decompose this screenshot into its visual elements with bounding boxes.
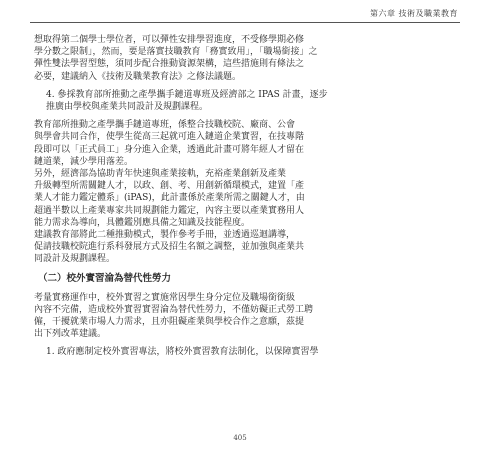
text-line: 推廣由學校與產業共同設計及規劃課程。 [46,102,209,113]
header-rule [30,22,460,23]
text-line: 業人才能力鑑定體系」(iPAS)，此計畫係於產業所需之關鍵人才，由 [34,193,305,204]
text-line: 同設計及規劃課程。 [34,254,116,265]
body-text [34,34,452,359]
text-line: 僱，干擾就業市場人力需求，且亦阻礙產業與學校合作之意願，茲提 [34,317,305,328]
text-line: 鏈道業，減少學用落差。 [34,156,134,167]
text-line: 升級轉型所需關鍵人才，以政、創、考、用創新循環模式，建置「產 [34,181,305,192]
text-line: 與學會共同合作，使學生從高三起就可進入鏈道企業實習，在技專階 [34,132,305,143]
text-line: 能力需求為導向，具體鑑別應具備之知識及技能程度。 [34,217,251,228]
text-line: 1. 政府應制定校外實習專法，將校外實習教育法制化，以保障實習學 [46,347,319,358]
text-line: 出下列改革建議。 [34,329,107,340]
text-line: 學分數之限制」，然而，要是落實技職教育「務實致用」，「職場銜接」之 [34,47,318,58]
paragraph [34,119,452,265]
text-line: 超過半數以上產業專家共同規劃能力鑑定，內容主要以產業實務用人 [34,205,305,216]
text-line: 促請技職校院進行系科發展方式及招生名額之調整，並加強與產業共 [34,242,305,253]
page-number: 405 [233,434,247,442]
text-line: 彈性雙法學習型態，須同步配合推動資源架構，這些措施則有條法之 [34,59,305,70]
text-line: 必要，建議納入《技術及職業教育法》之修法議題。 [34,71,242,82]
text-line: 想取得第二個學士學位者，可以彈性安排學習進度，不受修學期必修 [34,35,305,45]
paragraph [34,292,452,341]
paragraph [34,346,452,358]
text-line: 教育部所推動之產學攜手鏈道專班，係整合技職校院、廠商、公會 [34,120,296,131]
text-line: 考量實務運作中，校外實習之實施常因學生身分定位及職場銜銜級 [34,292,296,303]
section-title: （二）校外實習淪為替代性勞力 [38,272,172,284]
text-line: 另外，經濟部為協助青年快速與產業接軌，充裕產業創新及產業 [34,169,287,180]
running-header: 第六章 技術及職業教育 [369,9,458,18]
paragraph [34,89,452,113]
text-line: 段即可以「正式員工」身分進入企業，透過此計畫可將年經人才留在 [34,144,305,155]
text-line: 4. 參採教育部所推動之產學攜手鏈道專班及經濟部之 IPAS 計畫，逐步 [46,89,328,100]
text-line: 建議教育部將此二種推動模式，製作參考手冊，並透過巡迴講導， [34,230,296,241]
text-block-1 [34,34,452,266]
paragraph [34,34,452,83]
text-line: 內容不完備，造成校外實習實習淪為替代性勞力，不僅妨礙正式勞工聘 [34,304,314,315]
text-block-2 [34,292,452,359]
